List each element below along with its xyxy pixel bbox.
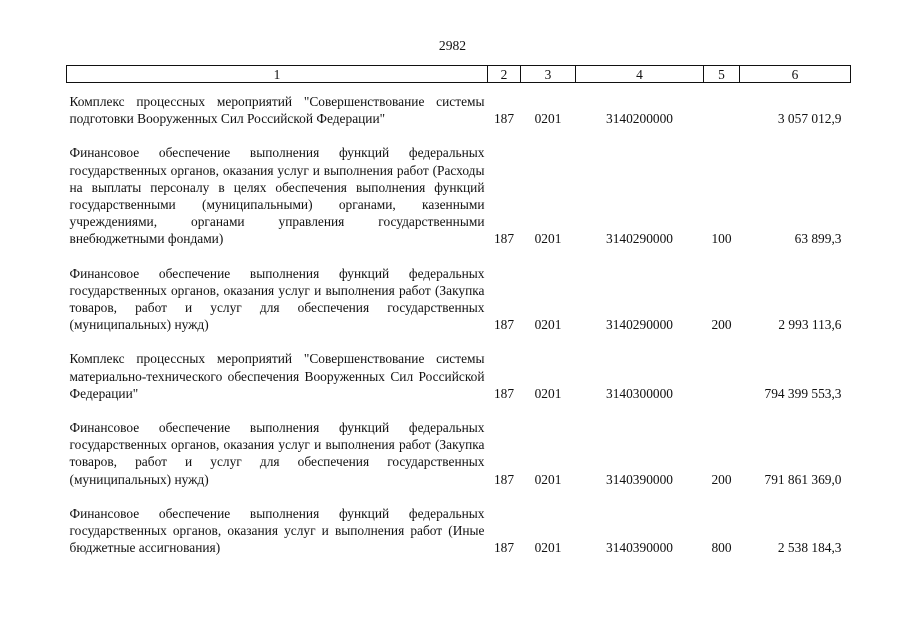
ministry-code: 187 [493, 317, 515, 333]
ministry-code: 187 [493, 231, 515, 247]
page-number: 2982 [438, 38, 467, 53]
column-header: 4 [576, 66, 704, 83]
section-code: 0201 [534, 111, 562, 127]
amount: 2 538 184,3 [777, 540, 842, 556]
target-code: 3140290000 [606, 231, 673, 247]
column-header: 3 [521, 66, 576, 83]
column-header: 2 [488, 66, 521, 83]
expense-type: 100 [711, 231, 732, 247]
section-code: 0201 [534, 540, 562, 556]
table-row [67, 419, 851, 488]
expense-type: 200 [711, 317, 732, 333]
section-code: 0201 [534, 385, 562, 401]
row-description: Финансовое обеспечение выполнения функций федеральных государственных органов, оказания услуг и выполнения работ (Расходы на выплаты персоналу в целях обеспечения выполнения функций государственными (муниципальными) органами, казенными учреждениями, органами управления государственными внебюджетными фондами) [69, 145, 485, 247]
amount: 794 399 553,3 [764, 385, 842, 401]
expense-type: 800 [711, 540, 732, 556]
amount: 3 057 012,9 [777, 111, 842, 127]
target-code: 3140200000 [606, 111, 673, 127]
table-row [67, 350, 851, 402]
ministry-code: 187 [493, 111, 515, 127]
ministry-code: 187 [493, 471, 515, 487]
ministry-code: 187 [493, 540, 515, 556]
amount: 791 861 369,0 [764, 471, 842, 487]
section-code: 0201 [534, 471, 562, 487]
column-header: 1 [67, 66, 488, 83]
amount: 63 899,3 [794, 231, 842, 247]
amount: 2 993 113,6 [778, 317, 842, 333]
row-description: Финансовое обеспечение выполнения функций федеральных государственных органов, оказания услуг и выполнения работ (Иные бюджетные ассигнования) [69, 505, 485, 556]
expense-type [704, 350, 740, 402]
row-description: Финансовое обеспечение выполнения функций федеральных государственных органов, оказания услуг и выполнения работ (Закупка товаров, работ и услуг для обеспечения государственных (муниципальных) нужд) [69, 420, 485, 487]
table-row [67, 505, 851, 557]
target-code: 3140290000 [606, 317, 673, 333]
column-header-row [67, 66, 851, 83]
target-code: 3140390000 [606, 471, 673, 487]
section-code: 0201 [534, 231, 562, 247]
expense-type [704, 83, 740, 128]
row-description: Финансовое обеспечение выполнения функций федеральных государственных органов, оказания услуг и выполнения работ (Закупка товаров, работ и услуг для обеспечения государственных (муниципальных) нужд) [69, 265, 485, 333]
column-header: 6 [740, 66, 851, 83]
expense-type: 200 [711, 471, 732, 487]
column-header: 5 [704, 66, 740, 83]
target-code: 3140300000 [606, 385, 673, 401]
table-row [67, 144, 851, 247]
row-description: Комплекс процессных мероприятий "Совершенствование системы материально-технического обеспечения Вооруженных Сил Российской Федерации" [69, 351, 485, 401]
row-description: Комплекс процессных мероприятий "Совершенствование системы подготовки Вооруженных Сил Российской Федерации" [69, 94, 485, 127]
table-row [67, 83, 851, 128]
ministry-code: 187 [493, 385, 515, 401]
target-code: 3140390000 [606, 540, 673, 556]
section-code: 0201 [534, 317, 562, 333]
table-row [67, 265, 851, 334]
budget-table [66, 65, 851, 556]
